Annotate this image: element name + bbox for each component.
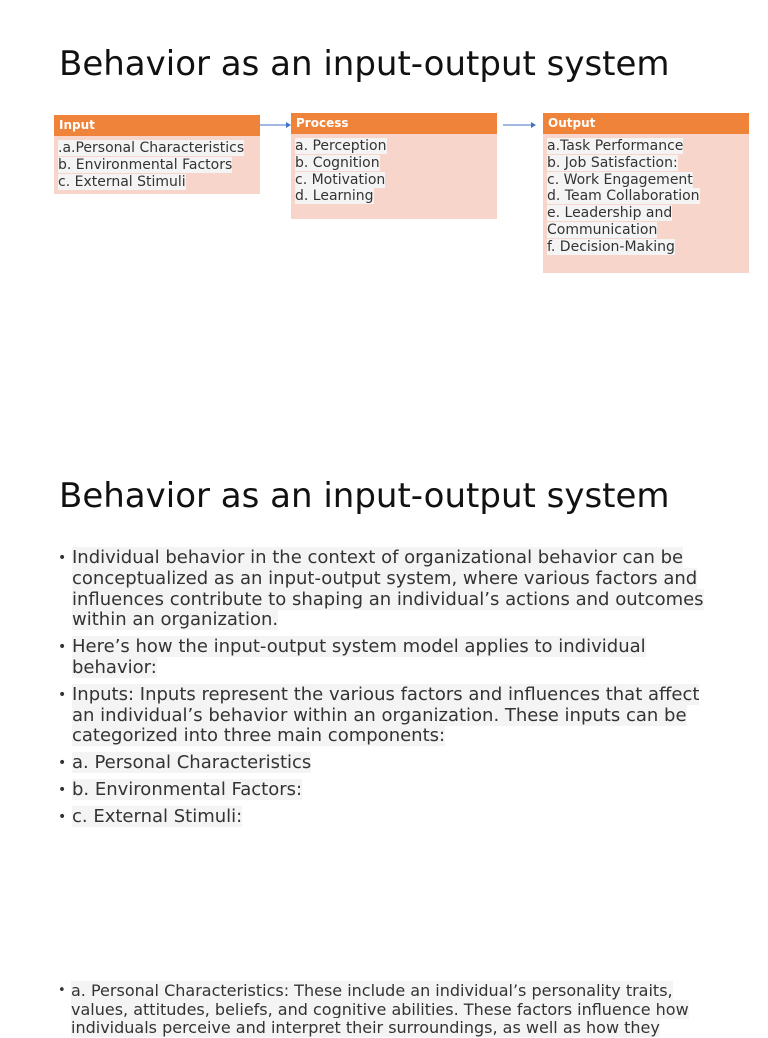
slide2-title: Behavior as an input-output system — [59, 476, 670, 516]
output-box-header: Output — [543, 113, 749, 134]
input-box — [54, 115, 260, 194]
output-line: Communication — [547, 221, 658, 238]
slide2-bullet-list — [58, 548, 718, 834]
process-box-body — [291, 134, 497, 209]
output-line: d. Team Collaboration — [547, 188, 700, 205]
process-line: b. Cognition — [295, 154, 380, 171]
bullet-item: • Individual behavior in the context of organizational behavior can be conceptualized as an input-output system, where various factors and influences contribute to shaping an individual’s actions and outcomes within an organization. — [58, 548, 718, 631]
output-box-body — [543, 134, 749, 260]
bullet-item: • c. External Stimuli: — [58, 807, 718, 828]
process-line: d. Learning — [295, 188, 374, 205]
input-to-process-arrow — [260, 119, 292, 131]
input-line: c. External Stimuli — [58, 173, 186, 190]
input-line: .a.Personal Characteristics — [58, 140, 245, 156]
process-box-header: Process — [291, 113, 497, 134]
process-line: c. Motivation — [295, 171, 386, 188]
input-box-header: Input — [54, 115, 260, 136]
output-line: c. Work Engagement — [547, 171, 693, 188]
process-box — [291, 113, 497, 219]
output-box — [543, 113, 749, 273]
input-line: b. Environmental Factors — [58, 156, 233, 173]
output-line: b. Job Satisfaction: — [547, 154, 678, 171]
output-line: f. Decision-Making — [547, 238, 675, 255]
slide1-title: Behavior as an input-output system — [59, 44, 670, 84]
slide3-bullet-list — [58, 982, 718, 1038]
bullet-item: • a. Personal Characteristics — [58, 753, 718, 774]
process-line: a. Perception — [295, 138, 387, 154]
input-box-body — [54, 136, 260, 194]
output-line: e. Leadership and — [547, 205, 673, 222]
bullet-item: • b. Environmental Factors: — [58, 780, 718, 801]
bullet-item: • a. Personal Characteristics: These include an individual’s personality traits, values, attitudes, beliefs, and cognitive abilities. These factors influence how individuals perceive and interpret their surroundings, as well as how they — [58, 982, 718, 1038]
process-to-output-arrow — [503, 119, 537, 131]
bullet-item: • Inputs: Inputs represent the various factors and influences that affect an individual’s behavior within an organization. These inputs can be categorized into three main components: — [58, 685, 718, 747]
output-line: a.Task Performance — [547, 138, 684, 154]
bullet-item: • Here’s how the input-output system model applies to individual behavior: — [58, 637, 718, 679]
